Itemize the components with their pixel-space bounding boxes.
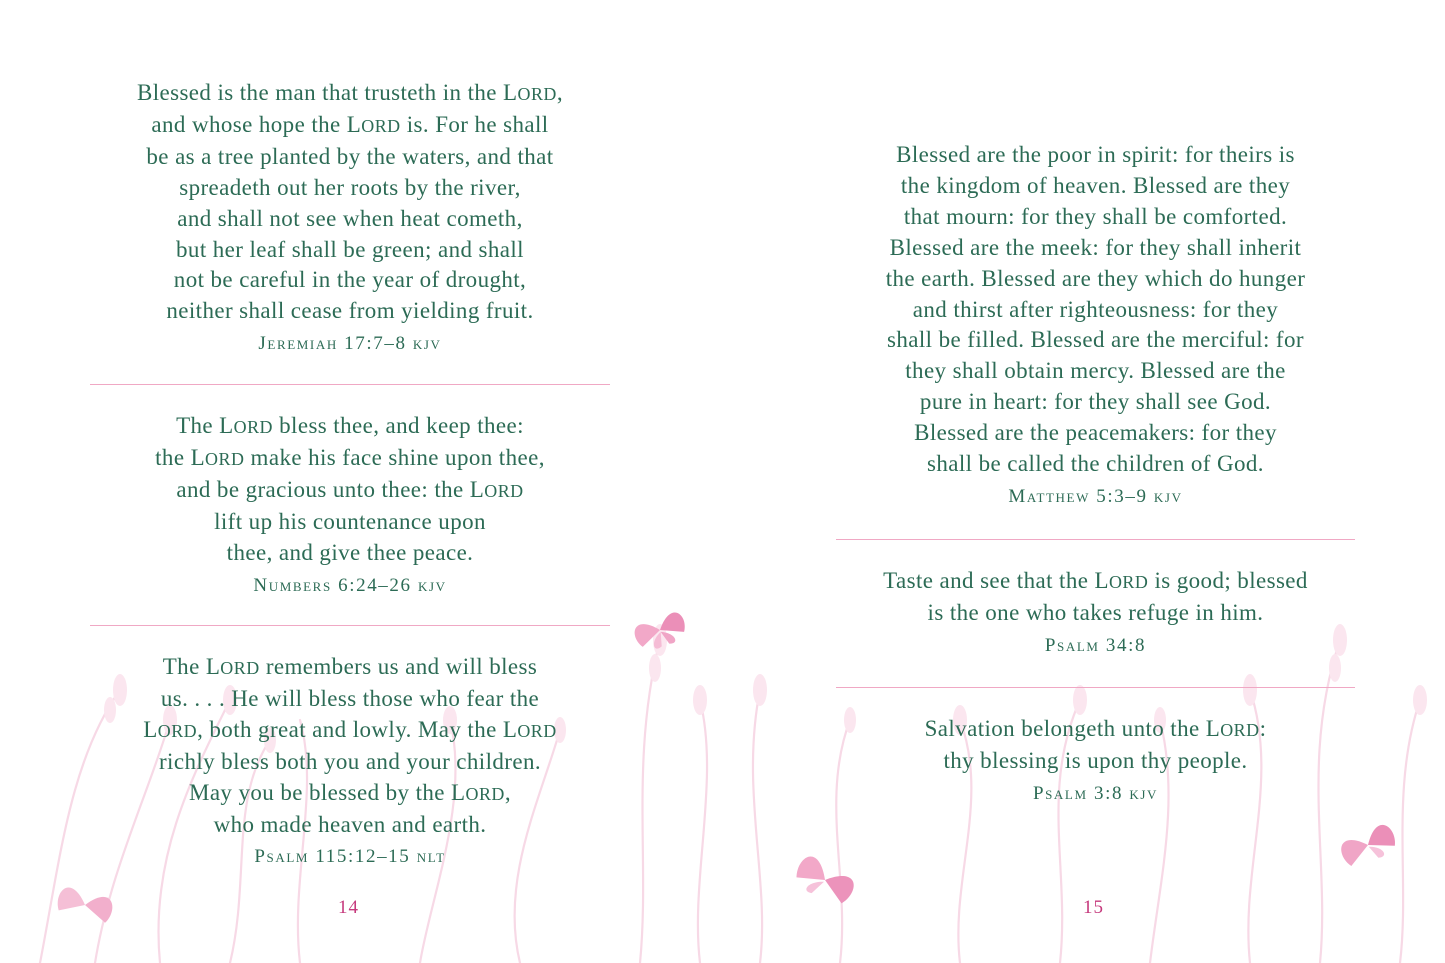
verse-line: shall be filled. Blessed are the merciful: for (887, 327, 1304, 353)
divider (836, 687, 1355, 688)
verse-line: thee, and give thee peace. (226, 539, 474, 565)
verse-line: spreadeth out her roots by the river, (179, 174, 521, 200)
passage-psalm-115 (0, 652, 700, 873)
divider (90, 625, 610, 626)
passage-psalm-34 (723, 566, 1445, 662)
verse-line: and shall not see when heat cometh, (177, 205, 523, 231)
verse-line: Blessed are the poor in spirit: for theirs is (896, 142, 1295, 167)
page-number: 15 (1083, 897, 1104, 918)
verse-line: LORD, both great and lowly. May the LORD (143, 716, 557, 742)
verse-line: Blessed are the meek: for they shall inherit (889, 234, 1302, 260)
scripture-reference: Psalm 3:8 kjv (1032, 782, 1159, 804)
divider (836, 539, 1355, 540)
verse-line: Blessed are the peacemakers: for they (914, 420, 1277, 446)
verse-line: richly bless both you and your children. (158, 748, 541, 774)
scripture-reference: Psalm 115:12–15 nlt (254, 846, 446, 868)
verse-line: Salvation belongeth unto the LORD: (924, 716, 1267, 741)
divider (90, 384, 610, 385)
passage-numbers (0, 411, 700, 601)
verse-line: who made heaven and earth. (213, 811, 487, 837)
scripture-reference: Jeremiah 17:7–8 kjv (258, 333, 442, 355)
verse-line: pure in heart: for they shall see God. (919, 389, 1272, 415)
verse-line: thy blessing is upon thy people. (943, 747, 1248, 773)
left-page (0, 0, 722, 963)
verse-line: and be gracious unto thee: the LORD (176, 476, 524, 502)
verse-line: and thirst after righteousness: for they (912, 296, 1279, 322)
verse-line: lift up his countenance upon (214, 508, 486, 534)
verse-line: neither shall cease from yielding fruit. (166, 298, 534, 324)
verse-line: Blessed is the man that trusteth in the LORD, (136, 80, 564, 105)
passage-jeremiah (0, 78, 700, 360)
verse-line: May you be blessed by the LORD, (188, 779, 512, 805)
verse-line: the earth. Blessed are they which do hunger (885, 265, 1306, 291)
passage-matthew (723, 140, 1445, 513)
right-page (723, 0, 1445, 963)
verse-line: the LORD make his face shine upon thee, (155, 444, 545, 470)
verse-line: The LORD bless thee, and keep thee: (176, 413, 524, 438)
verse-line: shall be called the children of God. (927, 451, 1264, 477)
verse-line: but her leaf shall be green; and shall (176, 236, 524, 262)
verse-line: not be careful in the year of drought, (173, 267, 527, 293)
passage-psalm-3 (723, 714, 1445, 810)
scripture-reference: Psalm 34:8 (1044, 634, 1147, 656)
scripture-reference: Numbers 6:24–26 kjv (253, 574, 447, 596)
verse-line: and whose hope the LORD is. For he shall (151, 111, 549, 137)
verse-line: that mourn: for they shall be comforted. (903, 203, 1288, 229)
verse-line: be as a tree planted by the waters, and that (146, 143, 554, 169)
verse-line: us. . . . He will bless those who fear the (160, 685, 540, 711)
verse-line: Taste and see that the LORD is good; blessed (883, 568, 1308, 593)
scripture-reference: Matthew 5:3–9 kjv (1008, 485, 1183, 507)
verse-line: is the one who takes refuge in him. (927, 599, 1264, 625)
verse-line: the kingdom of heaven. Blessed are they (900, 172, 1291, 198)
page-number: 14 (338, 897, 359, 918)
verse-line: The LORD remembers us and will bless (162, 654, 538, 679)
verse-line: they shall obtain mercy. Blessed are the (905, 358, 1286, 384)
